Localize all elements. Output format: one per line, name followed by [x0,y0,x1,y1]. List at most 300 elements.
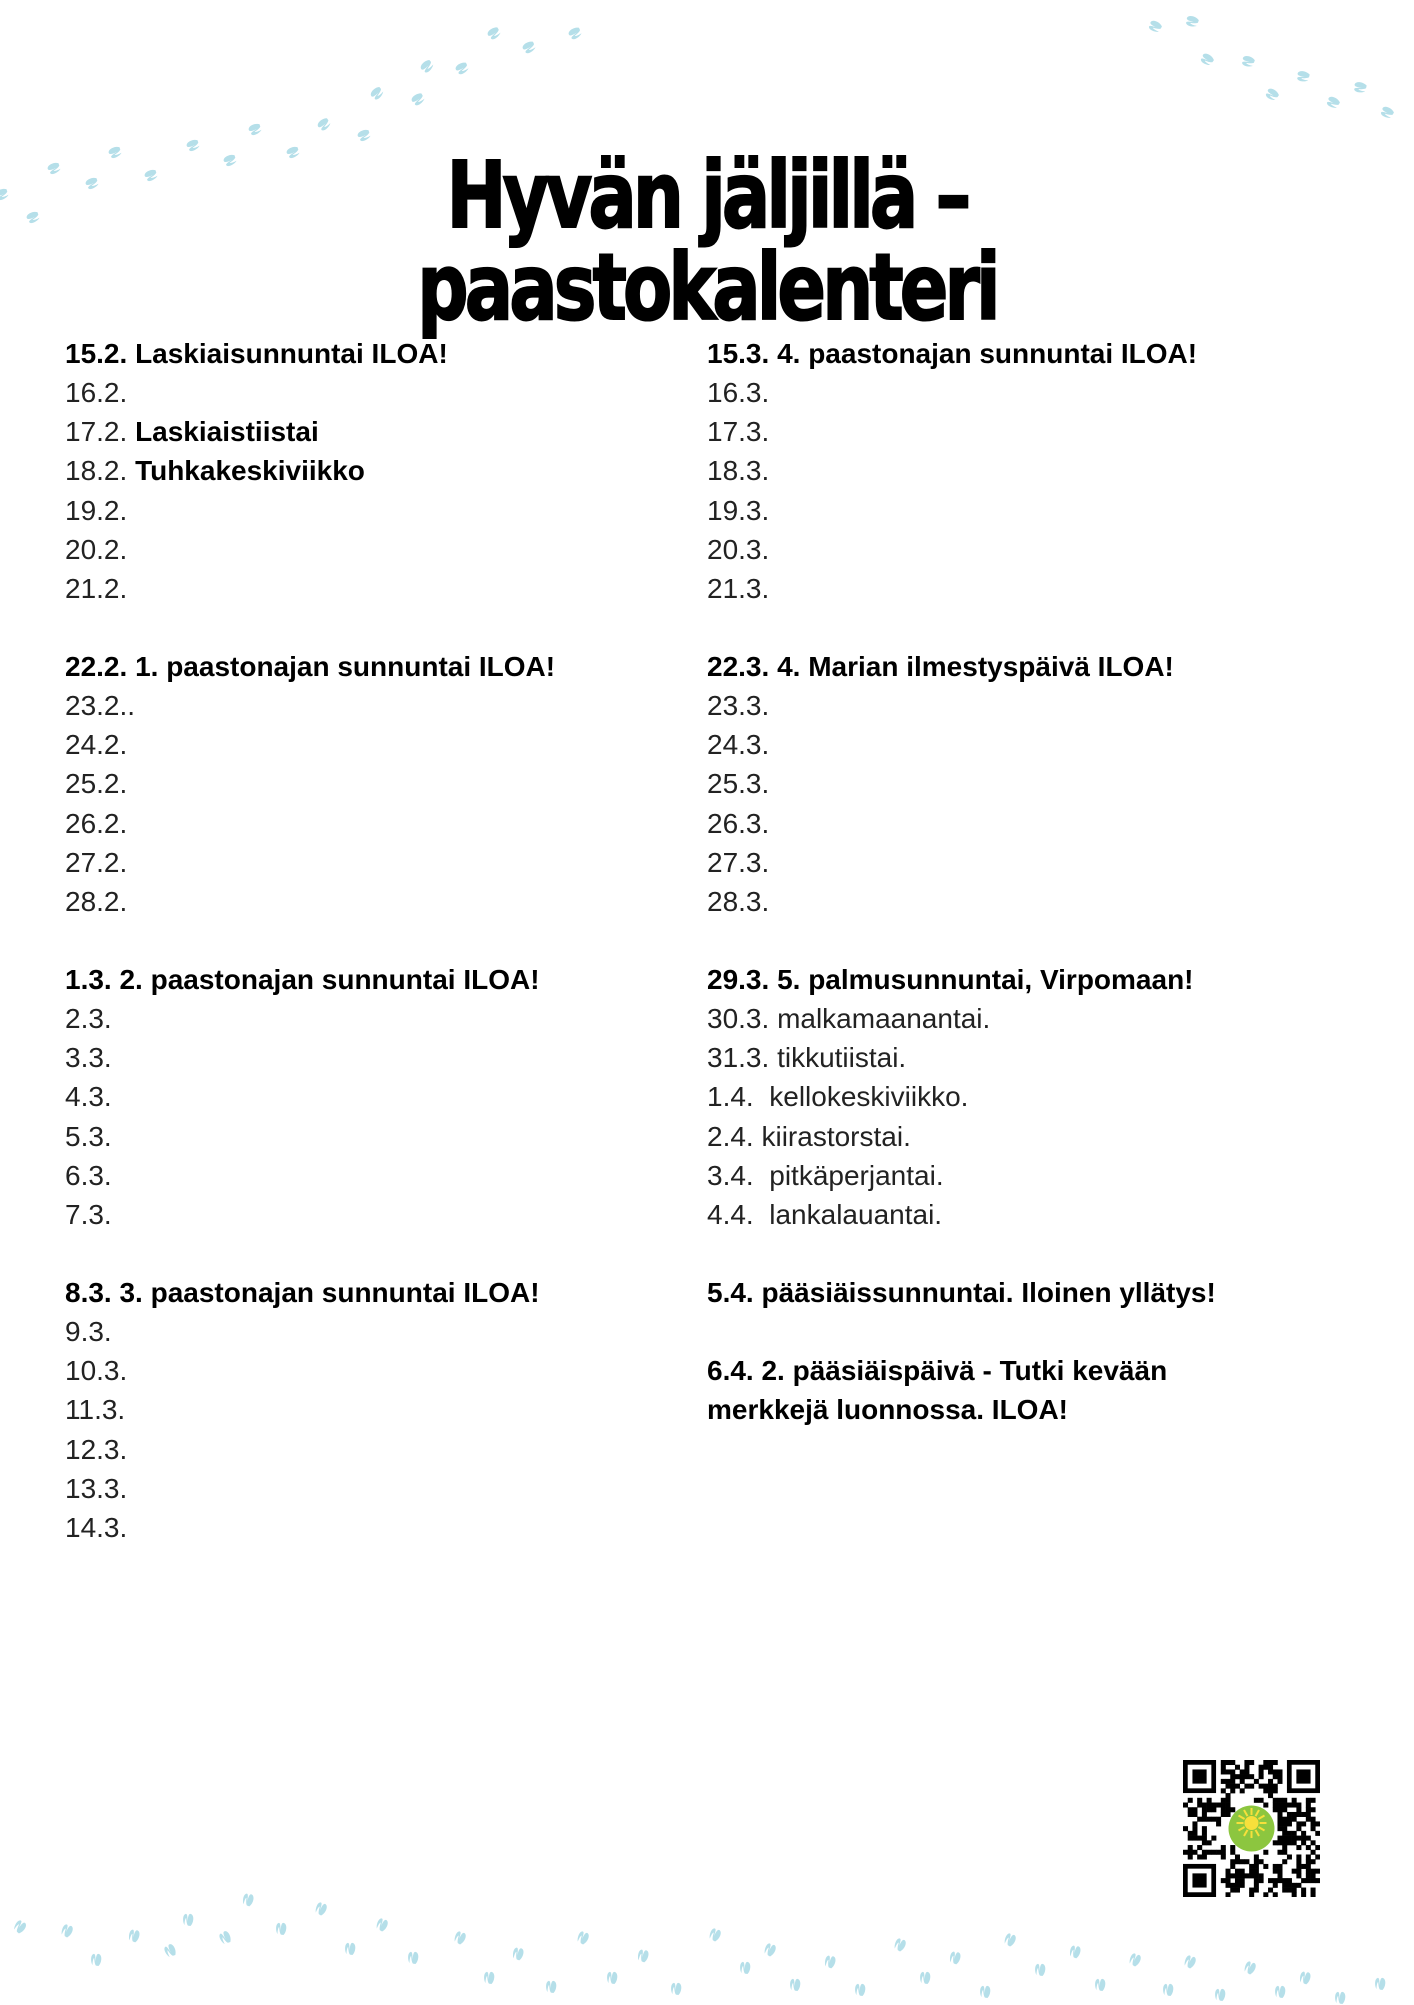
qr-module [1192,1807,1197,1812]
qr-module [1197,1803,1202,1808]
qr-module [1202,1850,1207,1855]
entry-date: 14.3. [65,1511,128,1543]
entry-date: 17.2. [65,416,128,448]
entry-date: 7.3. [65,1198,112,1230]
calendar-day-entry [707,1156,1347,1195]
entry-date: 22.2. [65,651,128,682]
entry-date: 16.3. [707,377,770,409]
footprint-icon [1161,1982,1174,1998]
footprint-icon [762,1941,779,1959]
calendar-sunday-heading [65,1273,705,1312]
qr-module [1202,1812,1207,1817]
qr-module [1306,1869,1311,1874]
qr-module [1282,1826,1287,1831]
footprint-icon [1373,1976,1386,1992]
qr-module [1235,1878,1240,1883]
block-spacer [707,921,1347,960]
qr-module [1296,1826,1301,1831]
entry-date: 6.4. [707,1355,754,1387]
qr-module [1259,1769,1264,1774]
qr-module [1207,1798,1212,1803]
qr-module [1230,1883,1235,1888]
footprint-icon [1352,80,1368,94]
footprint-icon [544,1979,557,1995]
entry-text: 4. Marian ilmestyspäivä ILOA! [777,651,1174,682]
entry-date: 13.3. [65,1472,128,1504]
entry-date: 20.2. [65,533,128,565]
footprint-icon [1324,94,1342,111]
qr-module [1296,1803,1301,1808]
entry-date: 24.3. [707,729,770,761]
qr-module [1306,1812,1311,1817]
qr-module [1197,1798,1202,1803]
qr-module [1254,1888,1259,1893]
qr-module [1221,1769,1226,1774]
entry-date: 5.3. [65,1120,112,1152]
qr-module [1202,1836,1207,1841]
calendar-day-entry [707,569,1347,608]
qr-module [1235,1774,1240,1779]
qr-module [1259,1859,1264,1864]
qr-module [1235,1883,1240,1888]
qr-module [1211,1817,1216,1822]
entry-date: 2.4. [707,1120,754,1152]
qr-module [1188,1854,1193,1859]
qr-module [1216,1817,1221,1822]
qr-module [1188,1836,1193,1841]
qr-module [1277,1873,1282,1878]
qr-module [1230,1864,1235,1869]
qr-module [1301,1878,1306,1883]
qr-module [1235,1859,1240,1864]
footprint-icon [510,1945,525,1962]
qr-module [1230,1873,1235,1878]
qr-module [1296,1821,1301,1826]
entry-text: lankalauantai. [769,1198,943,1230]
calendar-day-entry [707,843,1347,882]
qr-module [1221,1845,1226,1850]
block-spacer [707,608,1347,647]
qr-module [1240,1878,1245,1883]
qr-module [1306,1845,1311,1850]
qr-module [1301,1836,1306,1841]
qr-module [1249,1784,1254,1789]
qr-module [1211,1836,1216,1841]
qr-module [1259,1774,1264,1779]
entry-date: 10.3. [65,1355,128,1387]
calendar-day-entry [707,999,1347,1038]
qr-module [1221,1850,1226,1855]
qr-module [1188,1850,1193,1855]
qr-module [1263,1788,1268,1793]
qr-module [1226,1803,1231,1808]
qr-module [1282,1836,1287,1841]
qr-module [1277,1769,1282,1774]
qr-module [1296,1812,1301,1817]
entry-date: 15.3. [707,338,770,369]
footprint-icon [374,1916,391,1934]
qr-module [1311,1826,1316,1831]
qr-module [1226,1883,1231,1888]
calendar-day-entry [707,1195,1347,1234]
qr-module [1188,1807,1193,1812]
calendar-day-entry [707,764,1347,803]
footprint-icon [46,161,63,176]
calendar-day-entry [707,530,1347,569]
footprint-icon [1002,1931,1019,1949]
qr-module [1287,1854,1292,1859]
calendar-day-entry [65,999,705,1038]
qr-module [1235,1888,1240,1893]
qr-module [1263,1765,1268,1770]
qr-module [1268,1779,1273,1784]
entry-date: 27.3. [707,846,770,878]
calendar-day-entry [707,1038,1347,1077]
qr-module [1311,1798,1316,1803]
entry-date: 15.2. [65,338,128,369]
qr-module [1268,1888,1273,1893]
entry-date: 31.3. [707,1042,770,1074]
footprint-icon [822,1953,837,1970]
entry-date: 19.2. [65,494,128,526]
qr-module [1230,1859,1235,1864]
calendar-day-entry [65,764,705,803]
qr-module [1192,1826,1197,1831]
qr-module [1240,1869,1245,1874]
qr-module [1306,1873,1311,1878]
qr-module [1273,1760,1278,1765]
footprint-icon [1184,14,1201,29]
entry-date: 28.2. [65,885,128,917]
qr-module [1277,1840,1282,1845]
calendar-day-entry [65,843,705,882]
qr-module [1235,1873,1240,1878]
calendar-day-entry [707,373,1347,412]
calendar-day-entry [65,491,705,530]
qr-module [1202,1817,1207,1822]
calendar-sunday-heading [707,1273,1347,1312]
footprint-icon [162,1942,177,1959]
qr-module [1277,1821,1282,1826]
qr-module [1188,1798,1193,1803]
calendar-day-entry [707,804,1347,843]
qr-module [1254,1869,1259,1874]
qr-module [1221,1760,1226,1765]
qr-module [1202,1807,1207,1812]
qr-module [1230,1774,1235,1779]
qr-module [1301,1831,1306,1836]
footprint-icon [1240,54,1257,69]
qr-module [1221,1854,1226,1859]
entry-date: 4.4. [707,1198,762,1230]
entry-date: 9.3. [65,1316,112,1348]
qr-module [1259,1798,1264,1803]
qr-module [1292,1888,1297,1893]
qr-module [1273,1807,1278,1812]
qr-module [1230,1779,1235,1784]
qr-module [1188,1812,1193,1817]
qr-module [1249,1873,1254,1878]
qr-module [1202,1803,1207,1808]
block-spacer [65,1234,705,1273]
block-spacer [707,1234,1347,1273]
qr-module [1226,1798,1231,1803]
qr-module [1240,1788,1245,1793]
qr-module [1230,1784,1235,1789]
qr-module [1287,1831,1292,1836]
footprint-icon [635,1947,650,1964]
entry-date: 17.3. [707,416,770,448]
qr-module [1221,1765,1226,1770]
calendar-day-entry [65,1195,705,1234]
entry-date: 2.3. [65,1003,112,1035]
qr-module [1259,1878,1264,1883]
qr-module [1282,1859,1287,1864]
footprint-icon [315,116,333,133]
qr-module [1311,1840,1316,1845]
qr-module [1282,1883,1287,1888]
qr-module [1296,1769,1310,1783]
qr-module [1296,1864,1301,1869]
footprint-icon [853,1982,866,1998]
footprint-icon [181,1912,194,1928]
qr-module [1254,1798,1259,1803]
qr-module [1292,1803,1297,1808]
footprint-icon [707,1926,724,1944]
qr-module [1249,1760,1254,1765]
entry-date: 23.2.. [65,690,136,722]
qr-module [1240,1769,1245,1774]
qr-module [1202,1826,1207,1831]
qr-module [1292,1869,1297,1874]
entry-text: 4. paastonajan sunnuntai ILOA! [777,338,1198,369]
qr-module [1287,1836,1292,1841]
qr-module [1230,1788,1235,1793]
footprint-icon [482,1970,495,1986]
entry-date: 19.3. [707,494,770,526]
qr-module [1301,1864,1306,1869]
calendar-sunday-heading [65,334,705,373]
footprint-icon [1333,1990,1346,2005]
qr-module [1259,1765,1264,1770]
entry-date: 29.3. [707,964,770,995]
qr-module [1244,1769,1249,1774]
qr-module [1287,1888,1292,1893]
qr-module [1230,1850,1235,1855]
entry-date: 8.3. [65,1277,112,1308]
qr-module [1230,1888,1235,1893]
calendar-day-entry [707,451,1347,490]
footprint-icon [343,1941,356,1957]
qr-module [1306,1807,1311,1812]
qr-module [1192,1769,1206,1783]
qr-module [1207,1807,1212,1812]
qr-module [1306,1859,1311,1864]
qr-module [1273,1869,1278,1874]
entry-date: 3.4. [707,1159,762,1191]
qr-module [1240,1779,1245,1784]
qr-module [1315,1878,1320,1883]
entry-text: 5. palmusunnuntai, Virpomaan! [777,964,1194,995]
qr-module [1292,1798,1297,1803]
qr-module [1311,1859,1316,1864]
footprint-icon [1182,1953,1199,1971]
footprint-icon [1198,51,1216,68]
qr-code-graphic [1183,1760,1320,1897]
qr-module [1282,1817,1287,1822]
qr-module [1311,1878,1316,1883]
qr-module [1226,1793,1231,1798]
calendar-sunday-heading [65,647,705,686]
calendar-day-entry [65,1430,705,1469]
qr-module [1268,1769,1273,1774]
qr-module [1235,1765,1240,1770]
right-calendar-column [707,334,1347,1430]
qr-module [1292,1840,1297,1845]
entry-date: 16.2. [65,377,128,409]
footprint-icon [126,1927,141,1944]
footprint-icon [1127,1951,1144,1969]
entry-text: 3. paastonajan sunnuntai ILOA! [119,1277,540,1308]
calendar-day-entry [65,1077,705,1116]
qr-module [1311,1873,1316,1878]
entry-date: 27.2. [65,846,128,878]
qr-module [1277,1803,1282,1808]
qr-module [1268,1878,1273,1883]
qr-module [1221,1779,1226,1784]
qr-module [1301,1821,1306,1826]
footprint-icon [947,1949,962,1966]
qr-module [1301,1840,1306,1845]
qr-code-icon[interactable] [1183,1760,1320,1897]
qr-module [1301,1812,1306,1817]
footprint-icon [84,176,101,191]
qr-module [1277,1817,1282,1822]
qr-module [1277,1812,1282,1817]
qr-module [1292,1812,1297,1817]
footprint-icon [107,145,124,160]
qr-module [1282,1831,1287,1836]
footprint-icon [313,1900,330,1918]
qr-module [1282,1840,1287,1845]
calendar-day-entry [707,491,1347,530]
footprint-icon [1263,86,1281,103]
footprint-icon [25,210,42,225]
footprint-icon [918,1970,931,1986]
block-spacer [65,608,705,647]
qr-module [1211,1850,1216,1855]
calendar-day-entry [65,1038,705,1077]
footprint-icon [892,1936,909,1954]
qr-module [1292,1817,1297,1822]
qr-module [1235,1854,1240,1859]
qr-module [1188,1831,1193,1836]
qr-module [1249,1888,1254,1893]
qr-module [1254,1854,1259,1859]
qr-module [1301,1892,1306,1897]
qr-module [1292,1892,1297,1897]
qr-module [1292,1836,1297,1841]
qr-module [1296,1873,1301,1878]
footprint-icon [669,1981,682,1997]
entry-date: 18.2. [65,455,128,487]
qr-module [1268,1784,1273,1789]
footprint-icon [0,187,10,202]
qr-module [1240,1774,1245,1779]
footprint-icon [409,91,427,108]
qr-module [1273,1878,1278,1883]
footprint-icon [978,1984,991,2000]
qr-module [1282,1845,1287,1850]
qr-module [1207,1817,1212,1822]
qr-module [1296,1859,1301,1864]
qr-module [1287,1840,1292,1845]
entry-date: 1.3. [65,964,112,995]
footprint-icon [605,1970,618,1986]
footprint-icon [1242,1959,1259,1977]
qr-module [1207,1840,1212,1845]
qr-module [1277,1779,1282,1784]
footprint-icon [788,1977,801,1993]
qr-module [1240,1859,1245,1864]
qr-module [1277,1878,1282,1883]
entry-text: merkkejä luonnossa. ILOA! [707,1394,1068,1426]
qr-module [1216,1850,1221,1855]
qr-module [1273,1883,1278,1888]
footprint-icon [1273,1984,1286,2000]
calendar-day-entry [65,882,705,921]
entry-date: 3.3. [65,1042,112,1074]
qr-module [1311,1821,1316,1826]
qr-module [1226,1812,1231,1817]
entry-text: 2. paastonajan sunnuntai ILOA! [119,964,540,995]
qr-module [1226,1779,1231,1784]
qr-module [1277,1869,1282,1874]
entry-date: 28.3. [707,885,770,917]
qr-module [1226,1807,1231,1812]
sun-logo-icon [1229,1806,1275,1852]
qr-module [1277,1836,1282,1841]
entry-text: pitkäperjantai. [769,1159,944,1191]
qr-module [1188,1845,1193,1850]
calendar-day-entry [65,412,705,451]
qr-module [1207,1803,1212,1808]
qr-module [1249,1774,1254,1779]
qr-module [1287,1821,1292,1826]
footprint-icon [520,40,537,56]
qr-module [1287,1883,1292,1888]
qr-module [1192,1836,1197,1841]
qr-module [1277,1864,1282,1869]
footprint-icon [217,1929,232,1946]
qr-module [1221,1878,1226,1883]
qr-module [1202,1831,1207,1836]
qr-module [1263,1803,1268,1808]
qr-module [1287,1817,1292,1822]
qr-module [1273,1798,1278,1803]
calendar-day-entry [65,725,705,764]
qr-module [1221,1812,1226,1817]
qr-module [1221,1803,1226,1808]
qr-module [1263,1864,1268,1869]
qr-module [1240,1883,1245,1888]
qr-module [1226,1873,1231,1878]
calendar-sunday-heading [65,960,705,999]
qr-module [1263,1850,1268,1855]
qr-module [1273,1769,1278,1774]
footprint-icon [418,58,436,75]
calendar-sunday-heading [707,1390,1347,1429]
